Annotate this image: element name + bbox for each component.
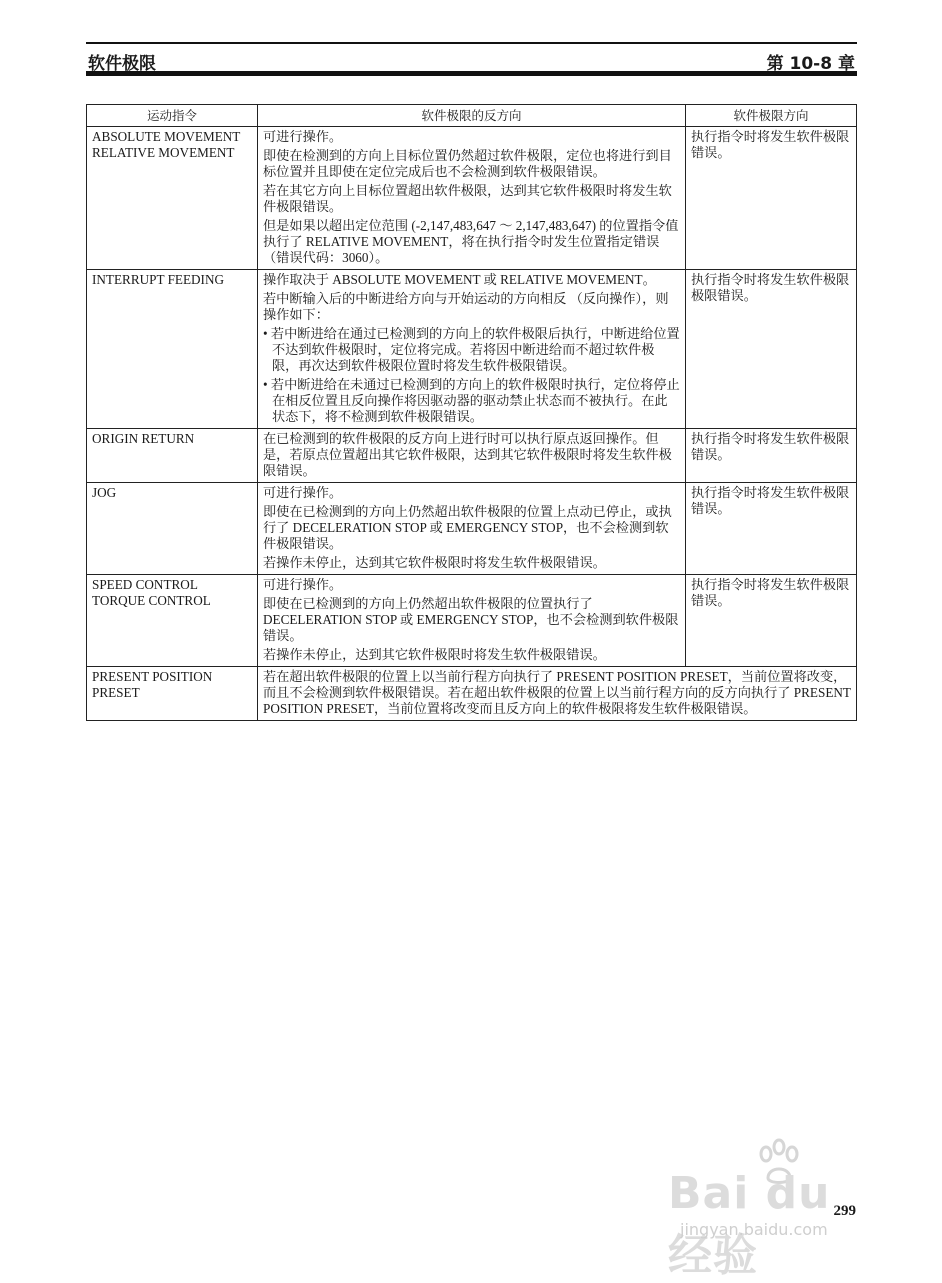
row-span-detail: 若在超出软件极限的位置上以当前行程方向执行了 PRESENT POSITION PRESET，当前位置将改变，而且不会检测到软件极限错误。若在超出软件极限的位置上以当前行程方向的反方向执行了 PRESENT POSITION PRESET，当前位置将改变而且反方向上的软件极限将发生软件极限错误。 [258, 667, 857, 721]
detail-paragraph: 操作取决于 ABSOLUTE MOVEMENT 或 RELATIVE MOVEMENT。 [263, 272, 656, 287]
soft-limit-table [86, 104, 857, 721]
table-row [87, 667, 857, 721]
detail-paragraph: 可进行操作。 [263, 485, 343, 500]
row-reverse-detail [258, 270, 686, 429]
row-command: PRESENT POSITION PRESET [87, 667, 258, 721]
page-number: 299 [833, 1203, 856, 1219]
row-command: JOG [87, 483, 258, 575]
page-header [86, 42, 857, 76]
table-header-row [87, 105, 857, 127]
detail-paragraph: 若操作未停止，达到其它软件极限时将发生软件极限错误。 [263, 647, 606, 662]
table-row [87, 429, 857, 483]
detail-paragraph: 即使在已检测到的方向上仍然超出软件极限的位置执行了 DECELERATION STOP 或 EMERGENCY STOP，也不会检测到软件极限错误。 [263, 596, 679, 643]
row-reverse-detail [258, 483, 686, 575]
watermark-url: jingyan.baidu.com [680, 1220, 828, 1239]
detail-paragraph: 若操作未停止，达到其它软件极限时将发生软件极限错误。 [263, 555, 606, 570]
watermark-logo-text: Bai du 经验 [668, 1168, 831, 1281]
chapter-label: 第 10-8 章 [766, 54, 855, 74]
detail-paragraph: 但是如果以超出定位范围 (-2,147,483,647 ～ 2,147,483,647) 的位置指令值执行了 RELATIVE MOVEMENT，将在执行指令时发生位置指定错误 （错误代码：3060）。 [263, 218, 679, 265]
row-command: INTERRUPT FEEDING [87, 270, 258, 429]
row-limit-detail: 执行指令时将发生软件极限极限错误。 [686, 270, 857, 429]
column-header-limit-direction: 软件极限方向 [686, 105, 857, 127]
detail-bullet: • 若中断进给在通过已检测到的方向上的软件极限后执行，中断进给位置不达到软件极限时，定位将完成。若将因中断进给而不超过软件极限，再次达到软件极限位置时将发生软件极限错误。 [263, 326, 680, 373]
detail-paragraph: 可进行操作。 [263, 577, 343, 592]
row-limit-detail: 执行指令时将发生软件极限错误。 [686, 429, 857, 483]
detail-paragraph: 可进行操作。 [263, 129, 343, 144]
row-reverse-detail [258, 127, 686, 270]
detail-paragraph: 在已检测到的软件极限的反方向上进行时可以执行原点返回操作。但是，若原点位置超出其它软件极限，达到其它软件极限时将发生软件极限错误。 [263, 431, 672, 478]
row-command: ORIGIN RETURN [87, 429, 258, 483]
table-row [87, 127, 857, 270]
row-command: ABSOLUTE MOVEMENT RELATIVE MOVEMENT [87, 127, 258, 270]
detail-paragraph: 若中断输入后的中断进给方向与开始运动的方向相反 （反向操作），则操作如下： [263, 291, 669, 322]
detail-paragraph: 若在其它方向上目标位置超出软件极限，达到其它软件极限时将发生软件极限错误。 [263, 183, 672, 214]
detail-paragraph: 即使在检测到的方向上目标位置仍然超过软件极限，定位也将进行到目标位置并且即使在定位完成后也不会检测到软件极限错误。 [263, 148, 672, 179]
table-row [87, 483, 857, 575]
section-title: 软件极限 [88, 54, 156, 74]
detail-paragraph: 即使在已检测到的方向上仍然超出软件极限的位置上点动已停止，或执行了 DECELERATION STOP 或 EMERGENCY STOP，也不会检测到软件极限错误。 [263, 504, 672, 551]
column-header-reverse-direction: 软件极限的反方向 [258, 105, 686, 127]
row-limit-detail: 执行指令时将发生软件极限错误。 [686, 483, 857, 575]
row-reverse-detail [258, 575, 686, 667]
row-command: SPEED CONTROL TORQUE CONTROL [87, 575, 258, 667]
baidu-watermark [668, 1138, 888, 1281]
row-reverse-detail [258, 429, 686, 483]
row-limit-detail: 执行指令时将发生软件极限错误。 [686, 127, 857, 270]
column-header-command: 运动指令 [87, 105, 258, 127]
row-limit-detail: 执行指令时将发生软件极限错误。 [686, 575, 857, 667]
table-row [87, 270, 857, 429]
table-row [87, 575, 857, 667]
detail-bullet: • 若中断进给在未通过已检测到的方向上的软件极限时执行，定位将停止在相反位置且反向操作将因驱动器的驱动禁止状态而不被执行。在此状态下，将不检测到软件极限错误。 [263, 377, 680, 424]
